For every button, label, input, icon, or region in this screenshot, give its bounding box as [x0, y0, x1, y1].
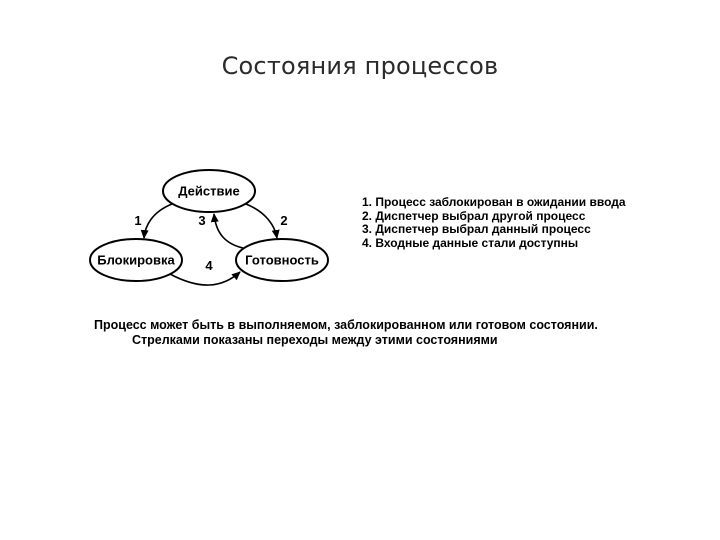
legend-item: 4. Входные данные стали доступны: [362, 235, 579, 250]
node-ready-label: Готовность: [245, 252, 319, 268]
legend-item: 3. Диспетчер выбрал данный процесс: [362, 222, 591, 236]
arrow-transition-3: [214, 214, 243, 248]
caption-line-2: Стрелками показаны переходы между этими состояниями: [132, 333, 498, 347]
node-running-label: Действие: [178, 183, 240, 199]
transition-legend: [362, 196, 626, 250]
arrow-transition-2: [246, 204, 277, 238]
legend-item: 2. Диспетчер выбрал другой процесс: [362, 208, 586, 223]
slide-title: Состояния процессов: [221, 52, 499, 80]
caption-line-1: Процесс может быть в выполняемом, заблокированном или готовом состоянии.: [94, 318, 598, 332]
node-blocked-label: Блокировка: [97, 252, 175, 268]
transition-4-label: 4: [205, 258, 213, 273]
diagram-caption: [94, 318, 598, 348]
arrow-transition-1: [144, 204, 172, 238]
legend-item: 1. Процесс заблокирован в ожидании ввода: [362, 195, 626, 209]
transition-2-label: 2: [280, 213, 288, 228]
arrow-transition-4: [170, 272, 240, 285]
transition-1-label: 1: [134, 213, 142, 228]
transition-3-label: 3: [198, 213, 206, 228]
